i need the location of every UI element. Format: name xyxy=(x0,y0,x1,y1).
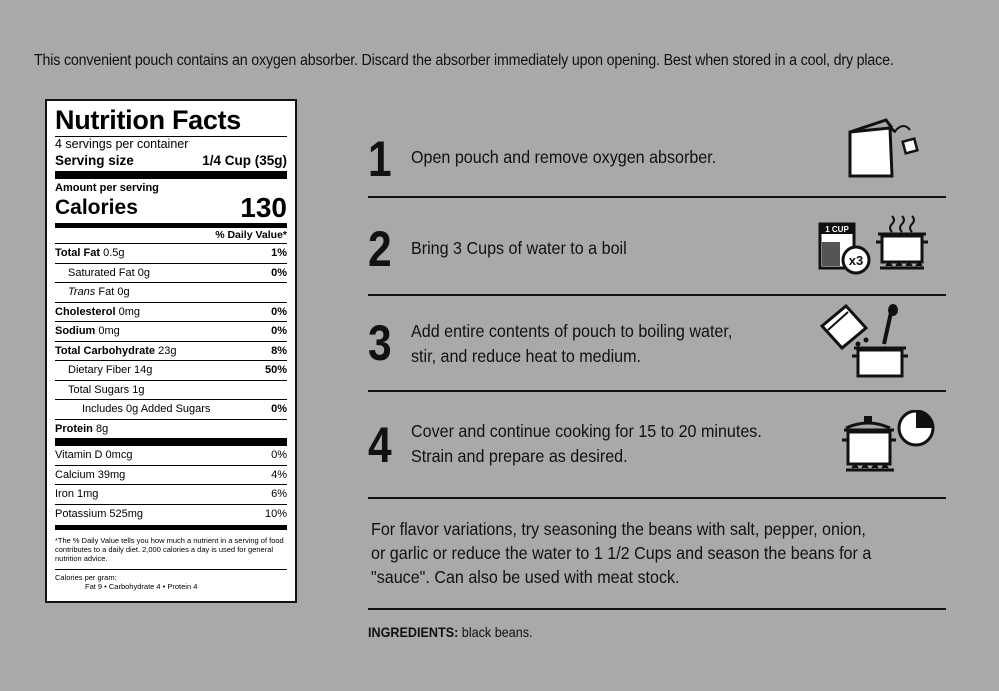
daily-value-header: % Daily Value* xyxy=(55,228,287,244)
step-instruction: Open pouch and remove oxygen absorber. xyxy=(411,147,717,167)
calories-per-gram-values: Fat 9 • Carbohydrate 4 • Protein 4 xyxy=(85,582,198,591)
divider xyxy=(368,294,946,296)
nutrient-row-trans-fat: Trans Fat 0g xyxy=(55,283,287,303)
daily-value-footnote: *The % Daily Value tells you how much a nutrient in a serving of food contributes to a daily diet. 2,000 calories a day is used for general nutrition advice. xyxy=(55,536,284,563)
step-number: 1 xyxy=(368,131,392,187)
measuring-cup-pot-icon xyxy=(816,212,936,282)
calories-value: 130 xyxy=(240,192,287,223)
step-3 xyxy=(368,312,946,390)
flavor-variation-note: For flavor variations, try seasoning the beans with salt, pepper, onion, or garlic or reduce the water to 1 1/2 Cups and season the beans for a "sauce". Can also be used with meat stock. xyxy=(371,519,872,587)
servings-per-container: 4 servings per container xyxy=(55,137,189,151)
nutrient-row-total-fat: Total Fat 0.5g 1% xyxy=(55,244,287,264)
step-instruction: Bring 3 Cups of water to a boil xyxy=(411,238,627,258)
nutrient-row-dietary-fiber: Dietary Fiber 14g 50% xyxy=(55,361,287,381)
thick-divider xyxy=(55,171,287,179)
calories-per-gram xyxy=(55,569,287,591)
amount-per-serving: Amount per serving xyxy=(55,182,159,194)
step-4 xyxy=(368,412,946,492)
calories-row xyxy=(55,192,287,223)
divider xyxy=(368,497,946,499)
serving-size-label: Serving size xyxy=(55,153,134,168)
vitamin-row-potassium: Potassium 525mg 10% xyxy=(55,507,287,520)
divider xyxy=(368,390,946,392)
nutrition-facts-label xyxy=(45,99,297,603)
nutrient-row-total-sugars: Total Sugars 1g xyxy=(55,381,287,401)
nutrient-row-cholesterol: Cholesterol 0mg 0% xyxy=(55,303,287,323)
step-number: 4 xyxy=(368,417,392,473)
storage-notice: This convenient pouch contains an oxygen absorber. Discard the absorber immediately upon opening. Best when stored in a cool, dry place. xyxy=(34,52,894,69)
serving-size-value: 1/4 Cup (35g) xyxy=(202,153,287,168)
pouch-absorber-icon xyxy=(846,118,926,182)
covered-pot-timer-icon xyxy=(838,410,938,476)
step-2 xyxy=(368,222,946,296)
ingredients-label: INGREDIENTS: xyxy=(368,624,459,640)
divider xyxy=(368,196,946,198)
calories-per-gram-label: Calories per gram: xyxy=(55,573,117,582)
nutrient-row-total-carbohydrate: Total Carbohydrate 23g 8% xyxy=(55,342,287,362)
pour-stir-icon xyxy=(820,304,916,378)
vitamin-row-iron: Iron 1mg 6% xyxy=(55,485,287,505)
step-instruction: Cover and continue cooking for 15 to 20 minutes. Strain and prepare as desired. xyxy=(411,421,762,466)
divider xyxy=(368,608,946,610)
step-number: 3 xyxy=(368,315,392,371)
nutrient-row-sodium: Sodium 0mg 0% xyxy=(55,322,287,342)
medium-divider xyxy=(55,525,287,530)
ingredients xyxy=(368,624,533,640)
cup-label: 1 CUP xyxy=(825,225,849,234)
nutrition-title: Nutrition Facts xyxy=(55,105,242,135)
vitamin-row-vitamin-d: Vitamin D 0mcg 0% xyxy=(55,446,287,466)
step-1 xyxy=(368,128,946,198)
step-number: 2 xyxy=(368,221,392,277)
multiplier-label: x3 xyxy=(848,253,864,268)
nutrient-row-added-sugars: Includes 0g Added Sugars 0% xyxy=(55,400,287,420)
nutrient-row-protein: Protein 8g xyxy=(55,422,109,435)
step-instruction: Add entire contents of pouch to boiling water, stir, and reduce heat to medium. xyxy=(411,321,733,366)
calories-label: Calories xyxy=(55,196,138,219)
serving-size xyxy=(55,152,287,169)
vitamin-row-calcium: Calcium 39mg 4% xyxy=(55,466,287,486)
ingredients-value: black beans. xyxy=(458,624,533,640)
nutrient-row-saturated-fat: Saturated Fat 0g 0% xyxy=(55,264,287,284)
thick-divider xyxy=(55,438,287,446)
